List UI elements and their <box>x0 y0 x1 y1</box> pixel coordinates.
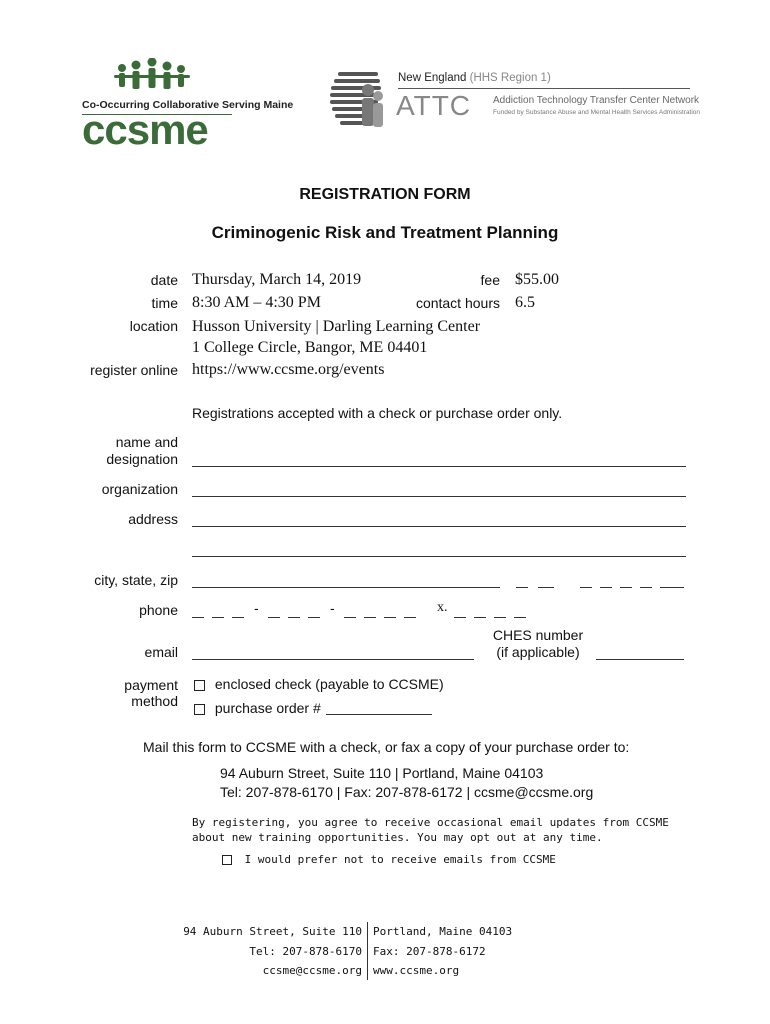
ches-field[interactable] <box>596 659 684 660</box>
check-checkbox[interactable] <box>194 680 205 691</box>
po-number-field[interactable] <box>326 714 432 715</box>
ches-label-2: (if applicable) <box>496 644 580 660</box>
attc-wordmark: ATTC <box>396 90 472 121</box>
ext-digit <box>474 617 486 618</box>
attc-logo <box>328 68 701 140</box>
zip-field-2[interactable] <box>600 587 612 588</box>
ccsme-logo <box>82 58 294 153</box>
contact-hours-label: contact hours <box>415 295 500 311</box>
attc-rule <box>398 88 690 89</box>
address-label: address <box>128 511 178 527</box>
location-label: location <box>129 318 178 334</box>
date-value: Thursday, March 14, 2019 <box>192 271 362 288</box>
phone-hyphen: - <box>254 600 259 616</box>
organization-field[interactable] <box>192 496 686 497</box>
fee-value: $55.00 <box>515 271 559 288</box>
name-label-2: designation <box>106 451 178 467</box>
ext-digit <box>514 617 526 618</box>
city-field[interactable] <box>192 587 500 588</box>
payment-po-label: purchase order # <box>214 700 321 716</box>
state-field-2[interactable] <box>538 587 554 588</box>
form-title: REGISTRATION FORM <box>299 186 471 203</box>
zip-field-4[interactable] <box>640 587 652 588</box>
attc-region <box>398 72 551 84</box>
payment-check-label: enclosed check (payable to CCSME) <box>214 676 444 692</box>
phone-digit <box>192 617 204 618</box>
ccsme-wordmark: ccsme <box>82 106 208 153</box>
phone-digit <box>268 617 280 618</box>
payment-po-option[interactable] <box>194 700 321 716</box>
phone-digit <box>232 617 244 618</box>
email-field[interactable] <box>192 659 474 660</box>
ext-digit <box>454 617 466 618</box>
email-label: email <box>144 644 178 660</box>
footer-email[interactable]: ccsme@ccsme.org <box>262 964 362 977</box>
phone-ext-label: x. <box>437 600 448 615</box>
phone-digit <box>384 617 396 618</box>
ext-digit <box>494 617 506 618</box>
zip-field-1[interactable] <box>580 587 592 588</box>
optout-checkbox[interactable] <box>222 855 232 865</box>
address-field-1[interactable] <box>192 526 686 527</box>
name-field[interactable] <box>192 466 686 467</box>
phone-field[interactable] <box>192 600 542 620</box>
footer-city: Portland, Maine 04103 <box>373 925 513 938</box>
register-url[interactable]: https://www.ccsme.org/events <box>192 361 385 378</box>
payment-label-1: payment <box>124 677 178 693</box>
location-line2: 1 College Circle, Bangor, ME 04401 <box>192 339 428 356</box>
attc-network: Addiction Technology Transfer Center Network <box>493 95 700 106</box>
location-line1: Husson University | Darling Learning Center <box>192 318 481 335</box>
optout-label: I would prefer not to receive emails from CCSME <box>244 853 556 866</box>
attc-region-sub: (HHS Region 1) <box>469 72 551 84</box>
consent-line2: about new training opportunities. You may opt out at any time. <box>192 831 603 844</box>
ccsme-tagline: Co-Occurring Collaborative Serving Maine <box>82 99 294 111</box>
phone-label: phone <box>139 602 178 618</box>
footer-address: 94 Auburn Street, Suite 110 <box>183 925 362 938</box>
attc-region-title: New England <box>398 72 467 84</box>
address-field-2[interactable] <box>192 556 686 557</box>
attc-funded: Funded by Substance Abuse and Mental Health Services Administration <box>493 109 701 116</box>
phone-hyphen: - <box>330 600 335 616</box>
mail-contact: Tel: 207-878-6170 | Fax: 207-878-6172 | ccsme@ccsme.org <box>220 784 594 800</box>
zip-field-3[interactable] <box>620 587 632 588</box>
payment-check-option[interactable] <box>194 676 444 692</box>
footer-fax: Fax: 207-878-6172 <box>373 945 486 958</box>
payment-label-2: method <box>131 693 178 709</box>
phone-digit <box>212 617 224 618</box>
organization-label: organization <box>101 481 178 497</box>
zip-field-5[interactable] <box>660 587 684 588</box>
footer-divider <box>367 922 368 980</box>
people-icon <box>112 58 192 98</box>
name-label-1: name and <box>115 434 178 450</box>
ches-label-1: CHES number <box>492 627 584 643</box>
form-subtitle: Criminogenic Risk and Treatment Planning <box>211 223 559 242</box>
phone-digit <box>308 617 320 618</box>
phone-digit <box>404 617 416 618</box>
phone-digit <box>288 617 300 618</box>
contact-hours-value: 6.5 <box>515 294 535 311</box>
fee-label: fee <box>480 272 500 288</box>
phone-digit <box>344 617 356 618</box>
state-field-1[interactable] <box>516 587 528 588</box>
phone-digit <box>364 617 376 618</box>
consent-line1: By registering, you agree to receive occasional email updates from CCSME <box>192 816 669 829</box>
optout-option[interactable] <box>222 853 556 866</box>
footer-website[interactable]: www.ccsme.org <box>373 964 460 977</box>
mail-address: 94 Auburn Street, Suite 110 | Portland, Maine 04103 <box>220 765 544 781</box>
register-online-label: register online <box>90 362 178 378</box>
time-label: time <box>151 295 178 311</box>
time-value: 8:30 AM – 4:30 PM <box>192 294 321 311</box>
registration-notice: Registrations accepted with a check or purchase order only. <box>192 405 563 421</box>
ccsme-rule <box>82 114 232 115</box>
date-label: date <box>150 272 178 288</box>
mail-instruction: Mail this form to CCSME with a check, or fax a copy of your purchase order to: <box>143 739 630 755</box>
city-state-zip-label: city, state, zip <box>94 572 178 588</box>
footer-tel: Tel: 207-878-6170 <box>249 945 362 958</box>
attc-emblem-icon <box>328 68 388 136</box>
po-checkbox[interactable] <box>194 704 205 715</box>
